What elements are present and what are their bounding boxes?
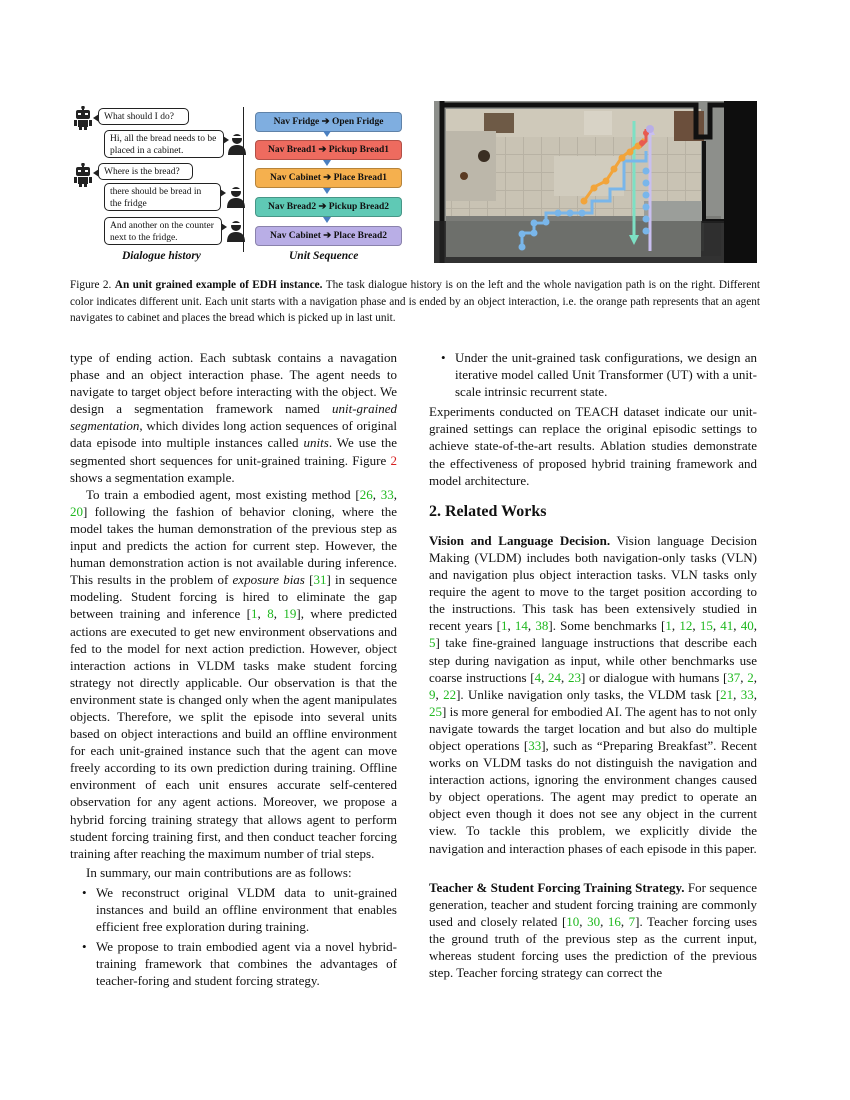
citation-link[interactable]: 23 (568, 669, 581, 685)
figure-caption-body: The task dialogue history is on the left and the whole navigation path is on the right. Different color indicates different unit. Each unit starts with a navigation phase and is ended by an object interaction, i.e. the orange path represents that an agent navigates to cabinet and places the bread which is picked up in last unit. (70, 279, 761, 324)
list-item: • We propose to train embodied agent via a novel hybrid-training framework that combines the advantages of teacher-foring and student forcing strategy. (70, 938, 397, 989)
contributions-list (429, 349, 757, 400)
figure-divider (243, 107, 244, 252)
unit-box: Nav Cabinet ➔ Place Bread2 (255, 226, 402, 246)
list-item: • Under the unit-grained task configurations, we design an iterative model called Unit Transformer (UT) with a unit-scale intrinsic recurrent state. (429, 349, 757, 400)
citation-link[interactable]: 26 (359, 486, 373, 502)
citation-link[interactable]: 40 (740, 618, 754, 634)
citation-link[interactable]: 16 (607, 913, 621, 929)
paragraph: Vision and Language Decision. Vision language Decision Making (VLDM) includes both navigation-only tasks (VLN) and navigation plus object interaction tasks. VLN tasks only require the agent to move to the target position according to the instructions. This task has been extensively studied in recent years [1, 14, 38]. Some benchmarks [1, 12, 15, 41, 40, 5] take fine-grained language instructions that describe each step during navigation as input, while other benchmarks use coarse instructions [4, 24, 23] or dialogue with humans [37, 2, 9, 22]. Unlike navigation only tasks, the VLDM task [21, 33, 25] is more general for embodied AI. The agent has to not only navigate towards the target location and but also do multiple object operations [33], such as “Preparing Breakfast”. Recent works on VLDM tasks do not distinguish the navigation and interaction actions, ignoring the environment changes caused by object operations. The agent may predict to operate an object even though it does not see any object in the current view. To tackle this problem, we explicitly divide the navigation and interaction phases of each episode in this paper. (429, 532, 758, 856)
citation-link[interactable]: 20 (70, 503, 83, 519)
dialogue-message: Hi, all the bread needs to be placed in a cabinet. (104, 130, 224, 158)
citation-link[interactable]: 41 (720, 618, 734, 634)
citation-link[interactable]: 1 (251, 606, 258, 622)
human-icon (227, 133, 247, 155)
citation-link[interactable]: 10 (566, 913, 580, 929)
citation-link[interactable]: 37 (727, 669, 741, 685)
robot-icon (73, 106, 93, 130)
citation-link[interactable]: 5 (429, 635, 436, 651)
citation-link[interactable]: 12 (679, 618, 693, 634)
citation-link[interactable]: 4 (534, 669, 542, 685)
paragraph-heading: Vision and Language Decision. (429, 532, 611, 548)
unit-box: Nav Bread2 ➔ Pickup Bread2 (255, 197, 402, 217)
citation-link[interactable]: 38 (535, 618, 549, 634)
citation-link[interactable]: 24 (548, 669, 562, 685)
left-column (70, 349, 397, 992)
citation-link[interactable]: 1 (665, 618, 672, 634)
right-column (429, 349, 757, 981)
citation-link[interactable]: 2 (747, 669, 754, 685)
citation-link[interactable]: 33 (740, 686, 754, 702)
citation-link[interactable]: 22 (443, 686, 457, 702)
citation-link[interactable]: 15 (699, 618, 713, 634)
paragraph: type of ending action. Each subtask contains a navagation phase and an object interaction phase. The agent needs to navigate to target object before interacting with the object. We design a segmentation framework named unit-grained segmentation, which divides long action sequences of original data episode into multiple instances called units. We use the segmented short sequences for unit-grained training. Figure 2 shows a segmentation example. (70, 350, 397, 485)
citation-link[interactable]: 21 (720, 686, 734, 702)
unit-box: Nav Cabinet ➔ Place Bread1 (255, 168, 402, 188)
down-arrow-icon (323, 188, 331, 194)
citation-link[interactable]: 8 (267, 606, 274, 622)
robot-icon (73, 163, 93, 187)
citation-link[interactable]: 33 (380, 486, 394, 502)
unit-box: Nav Fridge ➔ Open Fridge (255, 112, 402, 132)
citation-link[interactable]: 25 (429, 703, 442, 719)
citation-link[interactable]: 31 (313, 572, 327, 588)
citation-link[interactable]: 14 (514, 618, 528, 634)
navigation-path-image (434, 101, 757, 263)
section-heading: 2. Related Works (429, 502, 547, 520)
citation-link[interactable]: 1 (500, 618, 508, 634)
citation-link[interactable]: 7 (628, 913, 636, 929)
down-arrow-icon (323, 160, 331, 166)
unit-sequence-label: Unit Sequence (289, 250, 359, 262)
dialogue-message: there should be bread in the fridge (104, 183, 221, 211)
dialogue-message: Where is the bread? (98, 163, 193, 180)
figure-title: An unit grained example of EDH instance. (114, 279, 323, 291)
navigation-map (434, 101, 757, 263)
paragraph: To train a embodied agent, most existing method [26, 33, 20] following the fashion of behavior cloning, where the model takes the human demonstration of the previous step as input and predicts the action for current step. However, the human demonstration action is not available during inference. This results in the problem of exposure bias [31] in sequence modeling. Student forcing is hired to eliminate the gap between training and inference [1, 8, 19], where predicted actions are executed to get new environment observations and fed to the model for next action prediction. However, object interaction actions in VLDM tasks make student forcing strategy not directly applicable. Our observation is that the environment state is changed only when the agent manipulates objects. Therefore, we split the episode into several units based on object interactions and build an offline environment for each unit-grained instance such that the agent can move freely according to its own prediction during training. Offline environment of each unit ensures accurate self-centered observation for any agent actions. Moreover, we propose a hybrid forcing training strategy that allows agent to perform student forcing training first, and then conduct teacher forcing training after reaching the maximum number of trial steps. (70, 486, 398, 861)
paragraph: Experiments conducted on TEACH dataset indicate our unit-grained settings can replace the original episodic settings to achieve state-of-the-art results. Ablation studies demonstrate the effectiveness of proposed hybrid training framework and model architecture. (429, 404, 757, 488)
citation-link[interactable]: 19 (283, 606, 297, 622)
down-arrow-icon (323, 217, 331, 223)
citation-link[interactable]: 30 (587, 913, 601, 929)
unit-box: Nav Bread1 ➔ Pickup Bread1 (255, 140, 402, 160)
paragraph: Teacher & Student Forcing Training Strategy. For sequence generation, teacher and student forcing training are commonly used and closely related [10, 30, 16, 7]. Teacher forcing uses the ground truth of the previous step as the current input, whereas student forcing uses the prediction of the previous step. Teacher forcing strategy can correct the (429, 879, 758, 981)
dialogue-message: What should I do? (98, 108, 189, 125)
paragraph-heading: Teacher & Student Forcing Training Strategy. (429, 879, 685, 895)
dialogue-message: And another on the counter next to the fridge. (104, 217, 222, 245)
citation-link[interactable]: 9 (429, 686, 436, 702)
figure-caption (70, 277, 760, 327)
dialogue-history-label: Dialogue history (122, 250, 201, 262)
contributions-list (70, 884, 397, 990)
paragraph: In summary, our main contributions are as follows: (86, 864, 352, 880)
citation-link[interactable]: 33 (528, 737, 542, 753)
list-item: • We reconstruct original VLDM data to unit-grained instances and build an offline environment that enables efficient free exploration during training. (70, 884, 397, 935)
figure-number: Figure 2. (70, 279, 112, 291)
down-arrow-icon (323, 131, 331, 137)
figure-link[interactable]: 2 (390, 452, 397, 468)
